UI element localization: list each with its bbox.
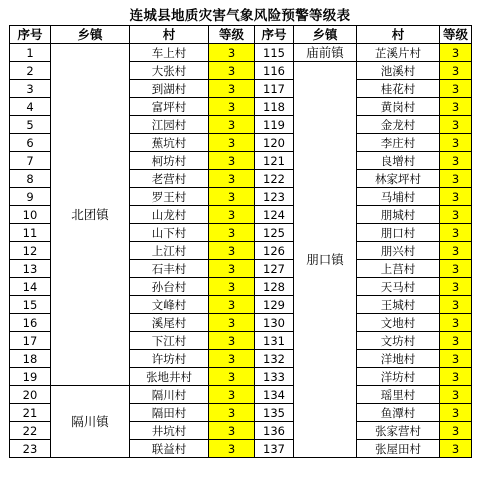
village-cell-left: 罗王村 xyxy=(130,188,209,206)
seq-cell-left: 21 xyxy=(10,404,51,422)
level-cell-right: 3 xyxy=(440,260,472,278)
village-cell-left: 山下村 xyxy=(130,224,209,242)
header-seq-left: 序号 xyxy=(10,26,51,44)
seq-cell-right: 121 xyxy=(255,152,294,170)
level-cell-left: 3 xyxy=(209,260,255,278)
seq-cell-left: 22 xyxy=(10,422,51,440)
village-cell-right: 李庄村 xyxy=(357,134,440,152)
seq-cell-right: 116 xyxy=(255,62,294,80)
level-cell-left: 3 xyxy=(209,350,255,368)
level-cell-left: 3 xyxy=(209,422,255,440)
header-seq-right: 序号 xyxy=(255,26,294,44)
town-cell-right: 庙前镇 xyxy=(294,44,357,62)
header-level-right: 等级 xyxy=(440,26,472,44)
village-cell-left: 蕉坑村 xyxy=(130,134,209,152)
seq-cell-left: 8 xyxy=(10,170,51,188)
seq-cell-left: 17 xyxy=(10,332,51,350)
seq-cell-right: 125 xyxy=(255,224,294,242)
level-cell-left: 3 xyxy=(209,116,255,134)
village-cell-right: 朋城村 xyxy=(357,206,440,224)
village-cell-left: 柯坊村 xyxy=(130,152,209,170)
level-cell-right: 3 xyxy=(440,44,472,62)
header-row xyxy=(10,26,472,44)
seq-cell-left: 19 xyxy=(10,368,51,386)
header-town-right: 乡镇 xyxy=(294,26,357,44)
seq-cell-right: 118 xyxy=(255,98,294,116)
level-cell-right: 3 xyxy=(440,224,472,242)
level-cell-right: 3 xyxy=(440,188,472,206)
header-village-left: 村 xyxy=(130,26,209,44)
village-cell-left: 文峰村 xyxy=(130,296,209,314)
seq-cell-left: 11 xyxy=(10,224,51,242)
seq-cell-right: 136 xyxy=(255,422,294,440)
level-cell-left: 3 xyxy=(209,62,255,80)
village-cell-left: 张地井村 xyxy=(130,368,209,386)
seq-cell-right: 137 xyxy=(255,440,294,458)
village-cell-right: 瑶里村 xyxy=(357,386,440,404)
table-row xyxy=(10,386,472,404)
seq-cell-right: 124 xyxy=(255,206,294,224)
level-cell-right: 3 xyxy=(440,80,472,98)
village-cell-left: 上江村 xyxy=(130,242,209,260)
village-cell-right: 张屋田村 xyxy=(357,440,440,458)
seq-cell-left: 6 xyxy=(10,134,51,152)
seq-cell-right: 126 xyxy=(255,242,294,260)
village-cell-left: 江园村 xyxy=(130,116,209,134)
table-row xyxy=(10,44,472,62)
seq-cell-left: 3 xyxy=(10,80,51,98)
level-cell-left: 3 xyxy=(209,98,255,116)
village-cell-left: 联益村 xyxy=(130,440,209,458)
village-cell-right: 天马村 xyxy=(357,278,440,296)
level-cell-right: 3 xyxy=(440,278,472,296)
level-cell-left: 3 xyxy=(209,368,255,386)
village-cell-right: 金龙村 xyxy=(357,116,440,134)
village-cell-right: 朋兴村 xyxy=(357,242,440,260)
seq-cell-right: 134 xyxy=(255,386,294,404)
level-cell-left: 3 xyxy=(209,278,255,296)
level-cell-right: 3 xyxy=(440,206,472,224)
village-cell-right: 朋口村 xyxy=(357,224,440,242)
table-body xyxy=(10,44,472,458)
seq-cell-right: 133 xyxy=(255,368,294,386)
level-cell-left: 3 xyxy=(209,80,255,98)
village-cell-right: 良增村 xyxy=(357,152,440,170)
village-cell-right: 洋地村 xyxy=(357,350,440,368)
town-cell-left: 北团镇 xyxy=(51,44,130,386)
seq-cell-right: 123 xyxy=(255,188,294,206)
level-cell-right: 3 xyxy=(440,368,472,386)
seq-cell-left: 12 xyxy=(10,242,51,260)
level-cell-right: 3 xyxy=(440,152,472,170)
seq-cell-left: 2 xyxy=(10,62,51,80)
seq-cell-right: 135 xyxy=(255,404,294,422)
village-cell-left: 到湖村 xyxy=(130,80,209,98)
level-cell-right: 3 xyxy=(440,314,472,332)
page-title: 连城县地质灾害气象风险预警等级表 xyxy=(129,8,351,24)
village-cell-left: 下江村 xyxy=(130,332,209,350)
village-cell-right: 桂花村 xyxy=(357,80,440,98)
seq-cell-left: 5 xyxy=(10,116,51,134)
village-cell-left: 许坊村 xyxy=(130,350,209,368)
seq-cell-left: 7 xyxy=(10,152,51,170)
warning-level-table xyxy=(9,25,472,458)
village-cell-right: 黄岗村 xyxy=(357,98,440,116)
seq-cell-left: 1 xyxy=(10,44,51,62)
level-cell-left: 3 xyxy=(209,440,255,458)
village-cell-left: 大张村 xyxy=(130,62,209,80)
level-cell-right: 3 xyxy=(440,386,472,404)
seq-cell-left: 20 xyxy=(10,386,51,404)
seq-cell-right: 127 xyxy=(255,260,294,278)
seq-cell-left: 10 xyxy=(10,206,51,224)
seq-cell-right: 120 xyxy=(255,134,294,152)
level-cell-left: 3 xyxy=(209,134,255,152)
level-cell-left: 3 xyxy=(209,242,255,260)
village-cell-left: 隔田村 xyxy=(130,404,209,422)
header-level-left: 等级 xyxy=(209,26,255,44)
village-cell-right: 文地村 xyxy=(357,314,440,332)
level-cell-left: 3 xyxy=(209,404,255,422)
level-cell-left: 3 xyxy=(209,224,255,242)
level-cell-right: 3 xyxy=(440,332,472,350)
village-cell-left: 隔川村 xyxy=(130,386,209,404)
village-cell-right: 林家坪村 xyxy=(357,170,440,188)
village-cell-right: 马埔村 xyxy=(357,188,440,206)
level-cell-left: 3 xyxy=(209,332,255,350)
seq-cell-left: 15 xyxy=(10,296,51,314)
level-cell-right: 3 xyxy=(440,404,472,422)
level-cell-left: 3 xyxy=(209,206,255,224)
village-cell-left: 井坑村 xyxy=(130,422,209,440)
seq-cell-right: 117 xyxy=(255,80,294,98)
level-cell-right: 3 xyxy=(440,440,472,458)
level-cell-left: 3 xyxy=(209,170,255,188)
village-cell-left: 车上村 xyxy=(130,44,209,62)
seq-cell-right: 132 xyxy=(255,350,294,368)
level-cell-right: 3 xyxy=(440,98,472,116)
town-cell-left: 隔川镇 xyxy=(51,386,130,458)
seq-cell-left: 4 xyxy=(10,98,51,116)
level-cell-left: 3 xyxy=(209,314,255,332)
header-town-left: 乡镇 xyxy=(51,26,130,44)
seq-cell-left: 14 xyxy=(10,278,51,296)
village-cell-left: 孙台村 xyxy=(130,278,209,296)
level-cell-right: 3 xyxy=(440,350,472,368)
seq-cell-right: 115 xyxy=(255,44,294,62)
village-cell-right: 池溪村 xyxy=(357,62,440,80)
village-cell-right: 芷溪片村 xyxy=(357,44,440,62)
level-cell-right: 3 xyxy=(440,296,472,314)
level-cell-left: 3 xyxy=(209,44,255,62)
village-cell-right: 洋坊村 xyxy=(357,368,440,386)
seq-cell-left: 9 xyxy=(10,188,51,206)
village-cell-right: 鱼潭村 xyxy=(357,404,440,422)
level-cell-left: 3 xyxy=(209,386,255,404)
village-cell-right: 上莒村 xyxy=(357,260,440,278)
seq-cell-left: 23 xyxy=(10,440,51,458)
village-cell-left: 石丰村 xyxy=(130,260,209,278)
seq-cell-right: 122 xyxy=(255,170,294,188)
seq-cell-right: 119 xyxy=(255,116,294,134)
seq-cell-right: 130 xyxy=(255,314,294,332)
level-cell-right: 3 xyxy=(440,62,472,80)
level-cell-right: 3 xyxy=(440,422,472,440)
seq-cell-left: 13 xyxy=(10,260,51,278)
level-cell-right: 3 xyxy=(440,134,472,152)
village-cell-right: 文坊村 xyxy=(357,332,440,350)
seq-cell-right: 128 xyxy=(255,278,294,296)
level-cell-left: 3 xyxy=(209,152,255,170)
level-cell-left: 3 xyxy=(209,296,255,314)
seq-cell-left: 16 xyxy=(10,314,51,332)
level-cell-right: 3 xyxy=(440,116,472,134)
village-cell-left: 山龙村 xyxy=(130,206,209,224)
seq-cell-left: 18 xyxy=(10,350,51,368)
seq-cell-right: 129 xyxy=(255,296,294,314)
seq-cell-right: 131 xyxy=(255,332,294,350)
village-cell-left: 溪尾村 xyxy=(130,314,209,332)
village-cell-right: 张家营村 xyxy=(357,422,440,440)
level-cell-right: 3 xyxy=(440,170,472,188)
header-village-right: 村 xyxy=(357,26,440,44)
town-cell-right: 朋口镇 xyxy=(294,62,357,458)
village-cell-left: 富坪村 xyxy=(130,98,209,116)
level-cell-right: 3 xyxy=(440,242,472,260)
level-cell-left: 3 xyxy=(209,188,255,206)
village-cell-right: 王城村 xyxy=(357,296,440,314)
village-cell-left: 老营村 xyxy=(130,170,209,188)
